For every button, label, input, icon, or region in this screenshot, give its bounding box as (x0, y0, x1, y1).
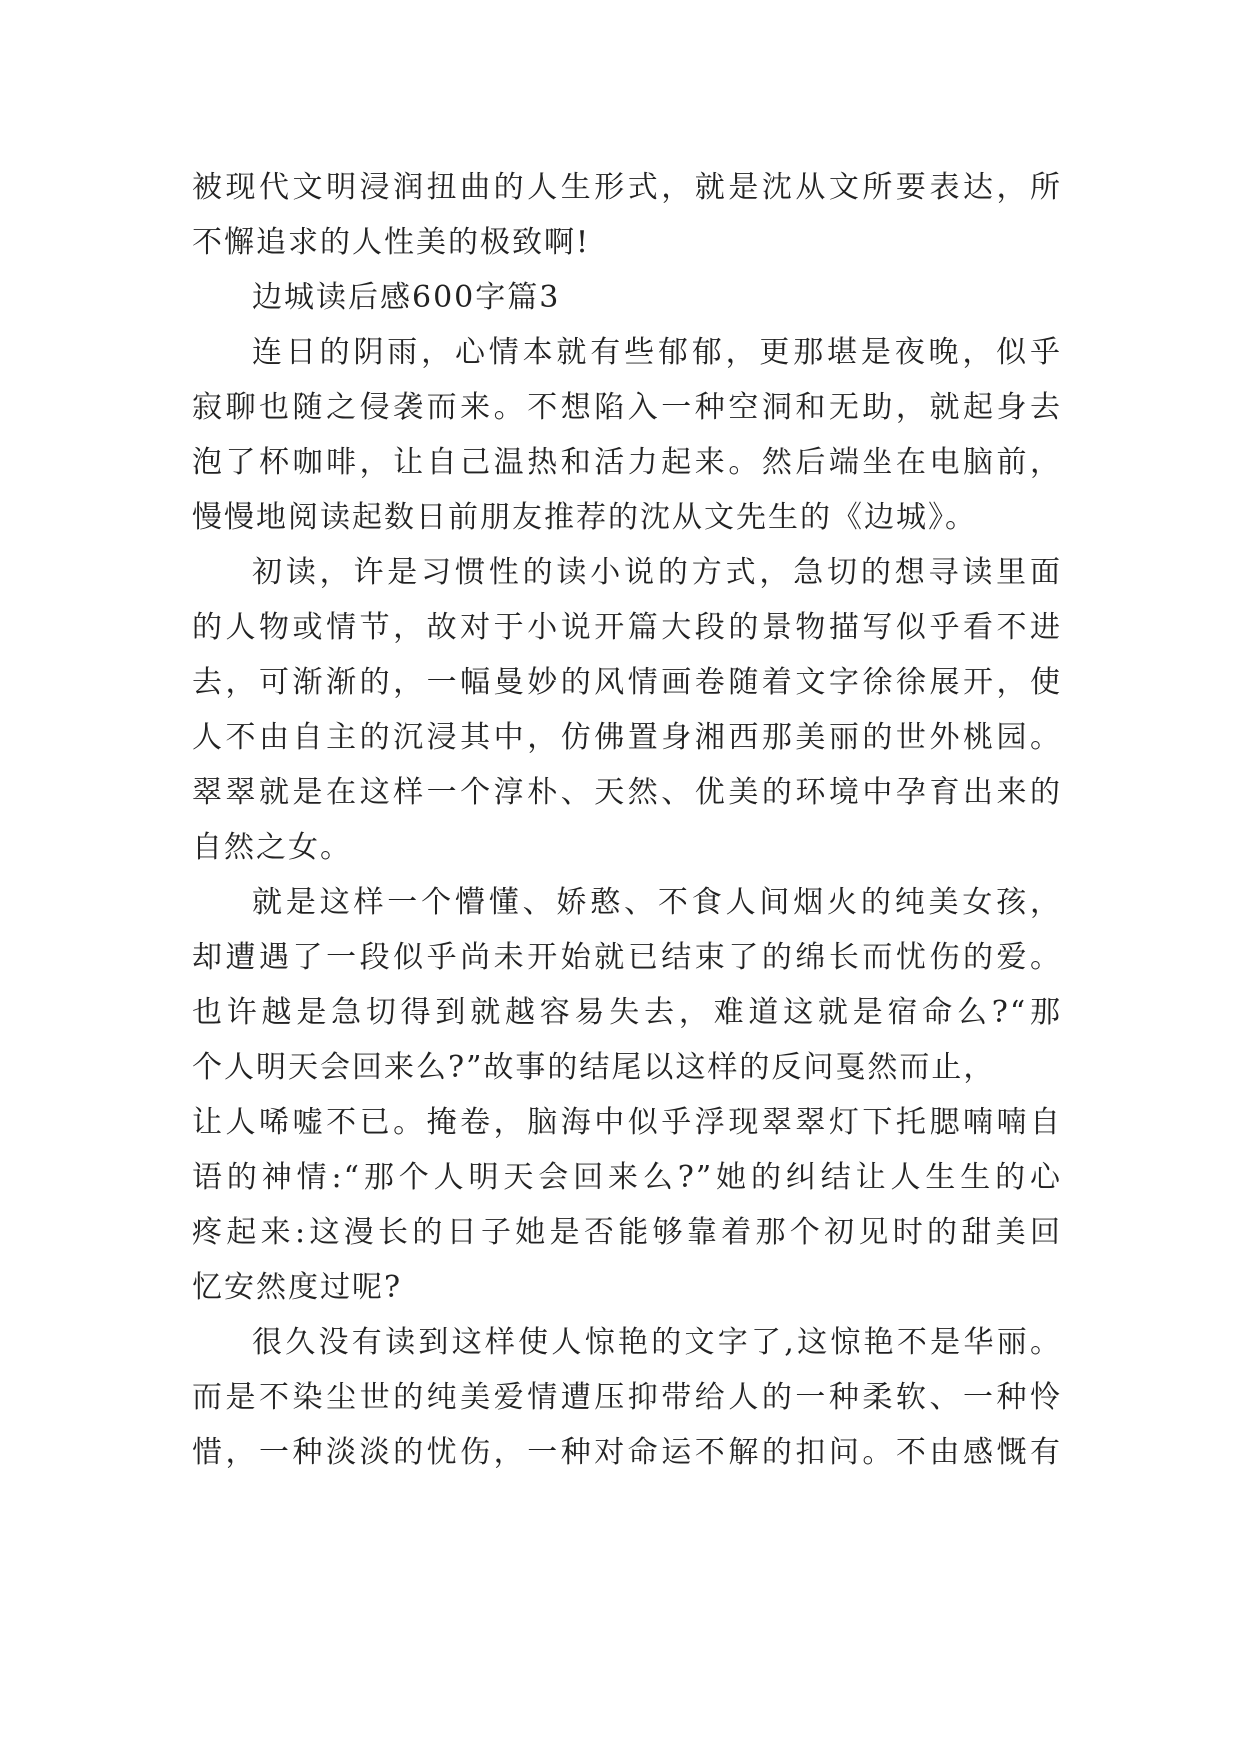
text-line: 被现代文明浸润扭曲的人生形式，就是沈从文所要表达，所 (192, 170, 1062, 205)
section-heading: 边城读后感600字篇3 (252, 280, 561, 315)
text-line: 而是不染尘世的纯美爱情遭压抑带给人的一种柔软、一种怜 (192, 1380, 1062, 1415)
text-line: 让人唏嘘不已。掩卷，脑海中似乎浮现翠翠灯下托腮喃喃自 (192, 1105, 1062, 1140)
text-line: 去，可渐渐的，一幅曼妙的风情画卷随着文字徐徐展开，使 (192, 665, 1062, 700)
text-line: 翠翠就是在这样一个淳朴、天然、优美的环境中孕育出来的 (192, 775, 1062, 810)
text-line: 慢慢地阅读起数日前朋友推荐的沈从文先生的《边城》。 (192, 500, 977, 535)
text-line: 的人物或情节，故对于小说开篇大段的景物描写似乎看不进 (192, 610, 1062, 645)
text-line: 忆安然度过呢? (192, 1270, 403, 1305)
article-body (192, 160, 1062, 1480)
text-line: 自然之女。 (192, 830, 352, 865)
text-line: 连日的阴雨，心情本就有些郁郁，更那堪是夜晚，似乎 (252, 335, 1062, 370)
text-line: 也许越是急切得到就越容易失去，难道这就是宿命么?“那 (192, 995, 1062, 1030)
text-line: 很久没有读到这样使人惊艳的文字了,这惊艳不是华丽。 (252, 1325, 1062, 1360)
text-line: 初读，许是习惯性的读小说的方式，急切的想寻读里面 (252, 555, 1062, 590)
text-line: 泡了杯咖啡，让自己温热和活力起来。然后端坐在电脑前， (192, 445, 1062, 480)
text-line: 个人明天会回来么?”故事的结尾以这样的反问戛然而止， (192, 1050, 996, 1085)
text-line: 就是这样一个懵懂、娇憨、不食人间烟火的纯美女孩， (252, 885, 1062, 920)
text-line: 人不由自主的沉浸其中，仿佛置身湘西那美丽的世外桃园。 (192, 720, 1062, 755)
text-line: 疼起来:这漫长的日子她是否能够靠着那个初见时的甜美回 (192, 1215, 1062, 1250)
text-line: 却遭遇了一段似乎尚未开始就已结束了的绵长而忧伤的爱。 (192, 940, 1062, 975)
text-line: 语的神情:“那个人明天会回来么?”她的纠结让人生生的心 (192, 1160, 1062, 1195)
text-line: 寂聊也随之侵袭而来。不想陷入一种空洞和无助，就起身去 (192, 390, 1062, 425)
text-line: 不懈追求的人性美的极致啊! (192, 225, 591, 260)
text-line: 惜，一种淡淡的忧伤，一种对命运不解的扣问。不由感慨有 (192, 1435, 1062, 1470)
